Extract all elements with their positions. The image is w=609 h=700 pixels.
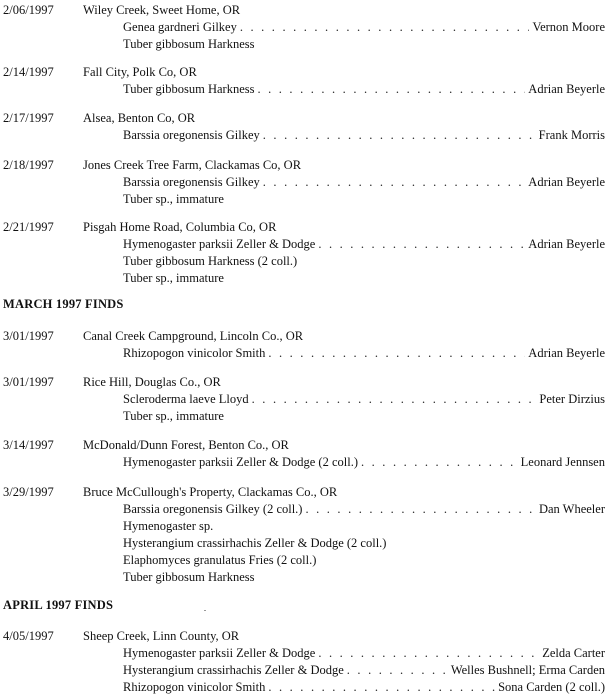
entry-location: Sheep Creek, Linn County, OR [83,629,240,643]
find-line [123,253,605,270]
species-name: Hysterangium crassirhachis Zeller & Dodge [123,663,344,677]
entry-location: Fall City, Polk Co, OR [83,65,197,79]
species-name: Tuber sp., immature [123,192,224,206]
find-line [123,518,605,535]
entry-date: 2/06/1997 [3,3,54,17]
find-list [123,127,605,144]
dot-leader [347,662,448,679]
dot-leader [318,645,539,662]
entry-location: Rice Hill, Douglas Co., OR [83,375,221,389]
dot-leader [361,454,518,471]
entry-location: Wiley Creek, Sweet Home, OR [83,3,241,17]
entry-location: Bruce McCullough's Property, Clackamas Co., OR [83,485,338,499]
finder-name: Vernon Moore [532,20,605,34]
species-name: Tuber sp., immature [123,271,224,285]
species-name: Rhizopogon vinicolor Smith [123,346,266,360]
dot-leader [318,236,525,253]
entry-location: Jones Creek Tree Farm, Clackamas Co, OR [83,158,302,172]
find-line [123,679,605,696]
find-line [123,236,605,253]
species-name: Barssia oregonensis Gilkey [123,175,260,189]
species-name: Barssia oregonensis Gilkey [123,128,260,142]
species-name: Hymenogaster parksii Zeller & Dodge [123,237,316,251]
find-line [123,552,605,569]
entry-date: 3/01/1997 [3,375,54,389]
find-line [123,174,605,191]
finder-name: Frank Morris [538,128,605,142]
species-name: Hymenogaster parksii Zeller & Dodge [123,646,316,660]
find-list [123,501,605,586]
species-name: Hysterangium crassirhachis Zeller & Dodge (2 coll.) [123,536,387,550]
finder-name: Adrian Beyerle [528,82,605,96]
find-line [123,345,605,362]
find-line [123,645,605,662]
find-line [123,127,605,144]
entry-date: 4/05/1997 [3,629,54,643]
species-name: Tuber gibbosum Harkness [123,82,255,96]
finder-name: Adrian Beyerle [528,237,605,251]
dot-leader [263,127,536,144]
find-list [123,81,605,98]
entry-date: 2/18/1997 [3,158,54,172]
find-list [123,645,605,696]
find-line [123,191,605,208]
species-name: Elaphomyces granulatus Fries (2 coll.) [123,553,317,567]
find-line [123,569,605,586]
entry-location: Pisgah Home Road, Columbia Co, OR [83,220,277,234]
find-list [123,345,605,362]
entry-date: 2/14/1997 [3,65,54,79]
species-name: Hymenogaster parksii Zeller & Dodge (2 coll.) [123,455,358,469]
finder-name: Sona Carden (2 coll.) [498,680,605,694]
find-line [123,270,605,287]
section-heading-march: MARCH 1997 FINDS [3,297,124,311]
entry-location: Alsea, Benton Co, OR [83,111,196,125]
species-name: Tuber sp., immature [123,409,224,423]
find-list [123,19,605,53]
dot-leader [240,19,530,36]
finder-name: Adrian Beyerle [528,346,605,360]
find-line [123,501,605,518]
finder-name: Dan Wheeler [538,502,605,516]
entry-date: 3/14/1997 [3,438,54,452]
finder-name: Zelda Carter [542,646,605,660]
find-line [123,81,605,98]
finder-name: Leonard Jennsen [520,455,605,469]
species-name: Tuber gibbosum Harkness [123,570,255,584]
find-line [123,408,605,425]
find-line [123,391,605,408]
species-name: Tuber gibbosum Harkness (2 coll.) [123,254,298,268]
section-heading-april: APRIL 1997 FINDS [3,598,114,612]
finder-name: Peter Dirzius [539,392,605,406]
find-line [123,36,605,53]
entry-date: 3/29/1997 [3,485,54,499]
find-line [123,19,605,36]
find-list [123,391,605,425]
entry-location: McDonald/Dunn Forest, Benton Co., OR [83,438,289,452]
find-line [123,535,605,552]
find-list [123,174,605,208]
dot-leader [263,174,526,191]
finder-name: Welles Bushnell; Erma Carden [450,663,605,677]
entry-date: 2/17/1997 [3,111,54,125]
dot-leader [257,81,525,98]
finder-name: Adrian Beyerle [528,175,605,189]
dot-leader [252,391,537,408]
entry-location: Canal Creek Campground, Lincoln Co., OR [83,329,304,343]
find-line [123,662,605,679]
dot-leader [268,345,525,362]
species-name: Tuber gibbosum Harkness [123,37,255,51]
find-list [123,454,605,471]
entry-date: 3/01/1997 [3,329,54,343]
entry-date: 2/21/1997 [3,220,54,234]
species-name: Scleroderma laeve Lloyd [123,392,249,406]
species-name: Genea gardneri Gilkey [123,20,237,34]
species-name: Rhizopogon vinicolor Smith [123,680,266,694]
scan-speck [204,610,206,611]
find-line [123,454,605,471]
find-list [123,236,605,287]
species-name: Barssia oregonensis Gilkey (2 coll.) [123,502,303,516]
species-name: Hymenogaster sp. [123,519,214,533]
dot-leader [305,501,535,518]
dot-leader [268,679,495,696]
